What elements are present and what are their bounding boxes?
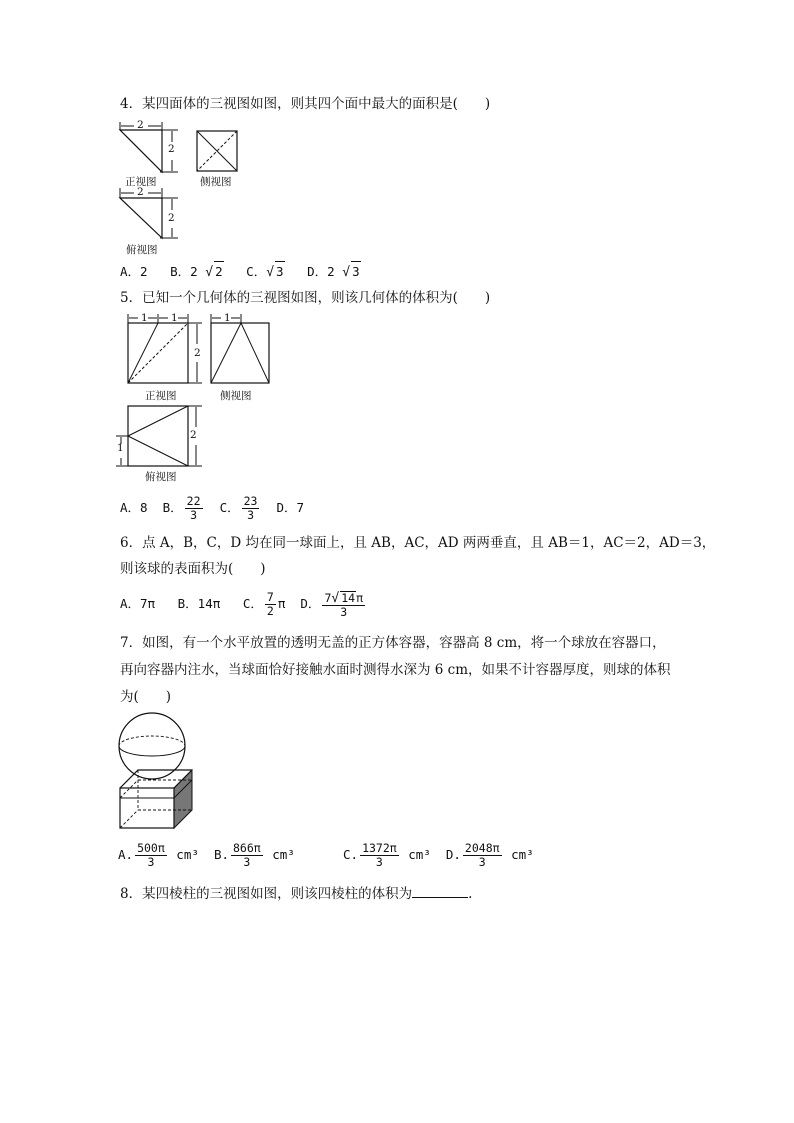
q4-front-view-caption: 正视图 xyxy=(125,176,157,188)
q5-front-view-figure xyxy=(124,312,204,386)
q5-stem: 5．已知一个几何体的三视图如图，则该几何体的体积为( ) xyxy=(120,290,491,306)
q7-options xyxy=(118,840,295,870)
q5-side-view-figure xyxy=(208,312,272,386)
q4-option-c[interactable]: C．√ 3 xyxy=(246,264,284,279)
q7-stem-line2: 再向容器内注水，当球面恰好接触水面时测得水深为 6 cm，如果不计容器厚度，则球的体积 xyxy=(120,662,671,678)
q6-option-a[interactable]: A．7π xyxy=(120,596,156,611)
q4-option-d[interactable]: D．2 √ 3 xyxy=(307,264,360,279)
q4-front-width-label: 2 xyxy=(137,119,144,131)
q4-option-b[interactable]: B．2 √ 2 xyxy=(170,264,223,279)
q6-options xyxy=(120,589,367,619)
q6-stem-line1: 6．点 A，B，C，D 均在同一球面上，且 AB，AC，AD 两两垂直，且 AB＝1，AC＝2，AD＝3， xyxy=(120,535,716,551)
q4-front-height-label: 2 xyxy=(168,143,175,155)
q7-option-a[interactable]: A. $\frac{500\pi}{3}$ cm³ xyxy=(118,841,199,869)
q7-stem-line3: 为( ) xyxy=(120,689,172,705)
q7-sphere-cube-figure xyxy=(116,712,202,834)
q8-answer-blank[interactable] xyxy=(412,884,468,898)
q5-front-view-caption: 正视图 xyxy=(145,390,177,402)
q5-front-dim-1a: 1 xyxy=(141,312,148,324)
q7-option-d[interactable]: D. $\frac{2048\pi}{3}$ cm³ xyxy=(445,841,534,869)
q5-front-dim-1b: 1 xyxy=(171,312,178,324)
q5-side-view-caption: 侧视图 xyxy=(220,390,252,402)
q6-stem-line2: 则该球的表面积为( ) xyxy=(120,561,266,577)
q7-options-cd xyxy=(343,840,534,870)
q5-top-height-label: 2 xyxy=(190,429,197,441)
q4-side-view-figure xyxy=(196,130,240,174)
q6-option-c[interactable]: C． $\frac{7}{2}$ π xyxy=(242,590,286,618)
q5-options xyxy=(120,494,304,522)
q4-front-view-figure xyxy=(116,120,186,178)
q4-options xyxy=(120,261,361,283)
q5-option-b[interactable]: B． $\frac{22}{3}$ xyxy=(162,494,201,522)
q4-option-a[interactable]: A．2 xyxy=(120,264,148,279)
q5-top-small-label: 1 xyxy=(117,442,124,454)
q5-option-d[interactable]: D．7 xyxy=(276,500,305,515)
q4-top-height-label: 2 xyxy=(168,212,175,224)
q4-top-view-caption: 俯视图 xyxy=(126,244,158,256)
q6-option-b[interactable]: B．14π xyxy=(177,596,221,611)
q5-side-dim-1: 1 xyxy=(224,312,231,324)
q5-option-c[interactable]: C． $\frac{23}{3}$ xyxy=(219,494,258,522)
q5-top-view-caption: 俯视图 xyxy=(145,471,177,483)
q6-option-d[interactable]: D． $\frac{7√ 14\pi}{3}$ xyxy=(300,590,363,619)
q8-stem: 8．某四棱柱的三视图如图，则该四棱柱的体积为 . xyxy=(120,886,473,902)
q4-top-width-label: 2 xyxy=(137,186,144,198)
q7-option-b[interactable]: B. $\frac{866\pi}{3}$ cm³ xyxy=(213,841,295,869)
q4-stem: 4．某四面体的三视图如图，则其四个面中最大的面积是( ) xyxy=(120,96,491,112)
q5-front-height-label: 2 xyxy=(194,347,201,359)
q7-stem-line1: 7．如图，有一个水平放置的透明无盖的正方体容器，容器高 8 cm，将一个球放在容器口， xyxy=(120,635,666,651)
q4-side-view-caption: 侧视图 xyxy=(200,176,232,188)
q5-option-a[interactable]: A．8 xyxy=(120,500,148,515)
q4-top-view-figure xyxy=(116,188,186,244)
q7-option-c[interactable]: C. $\frac{1372\pi}{3}$ cm³ xyxy=(343,841,431,869)
